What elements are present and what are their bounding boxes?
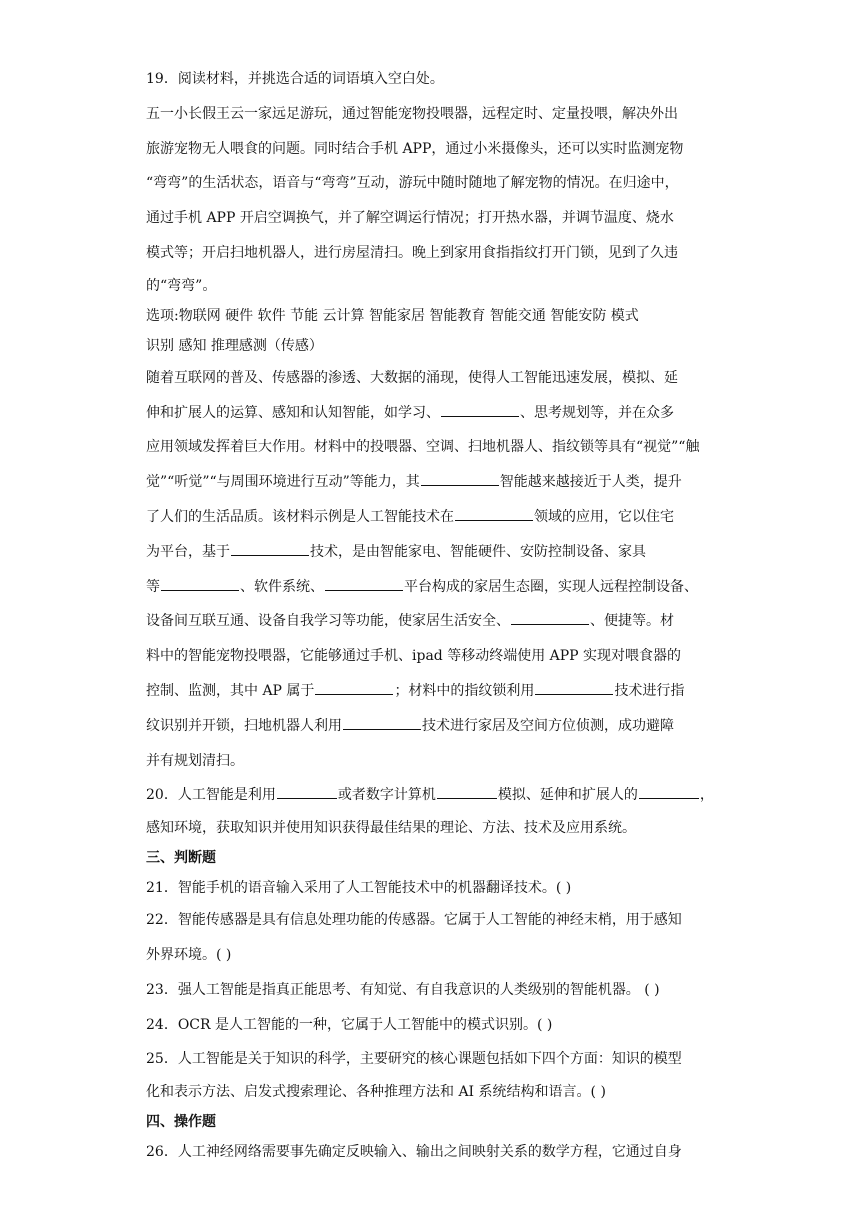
- fill-blank[interactable]: [511, 610, 589, 625]
- fill-blank[interactable]: [343, 715, 421, 730]
- material-line: “弯弯”的生活状态，语音与“弯弯”互动，游玩中随时随地了解宠物的情况。在归途中，: [146, 175, 679, 192]
- paragraph-line: 随着互联网的普及、传感器的渗透、大数据的涌现，使得人工智能迅速发展，模拟、延: [146, 369, 678, 386]
- paragraph-line: 为平台，基于 技术，是由智能家电、智能硬件、安防控制设备、家具: [146, 535, 716, 570]
- paragraph-line: 应用领域发挥着巨大作用。材料中的投喂器、空调、扫地机器人、指纹锁等具有“视觉”“触: [146, 439, 700, 456]
- question-20-line: 感知环境，获取知识并使用知识获得最佳结果的理论、方法、技术及应用系统。: [146, 820, 636, 837]
- material-line: 模式等；开启扫地机器人，进行房屋清扫。晚上到家用食指指纹打开门锁，见到了久违: [146, 244, 678, 261]
- paragraph-line: 设备间互联互通、设备自我学习等功能，使家居生活安全、 、便捷等。材: [146, 604, 716, 639]
- fill-blank[interactable]: [161, 576, 239, 591]
- fill-blank[interactable]: [421, 471, 499, 486]
- paragraph-line: 了人们的生活品质。该材料示例是人工智能技术在 领域的应用，它以住宅: [146, 500, 716, 535]
- material-line: 的“弯弯”。: [146, 277, 217, 294]
- paragraph-line: 觉”“听觉”“与周围环境进行互动”等能力，其 智能越来越接近于人类，提升: [146, 465, 716, 500]
- section-heading-judgment: 三、判断题: [146, 850, 216, 867]
- question-23: 23．强人工智能是指真正能思考、有知觉、有自我意识的人类级别的智能机器。 ( ): [146, 981, 660, 998]
- question-26: 26．人工神经网络需要事先确定反映输入、输出之间映射关系的数学方程，它通过自身: [146, 1144, 682, 1161]
- paragraph-line: 纹识别并开锁，扫地机器人利用 技术进行家居及空间方位侦测，成功避障: [146, 709, 716, 744]
- question-25-line: 25．人工智能是关于知识的科学，主要研究的核心课题包括如下四个方面：知识的模型: [146, 1051, 682, 1068]
- question-19-options: [146, 301, 716, 361]
- fill-blank[interactable]: [325, 576, 403, 591]
- question-24: 24．OCR 是人工智能的一种，它属于人工智能中的模式识别。( ): [146, 1016, 553, 1033]
- material-line: 旅游宠物无人喂食的问题。同时结合手机 APP，通过小米摄像头，还可以实时监测宠物: [146, 140, 684, 157]
- question-19-paragraph: [146, 361, 716, 779]
- paragraph-line: 控制、监测，其中 AP 属于 ；材料中的指纹锁利用 技术进行指: [146, 674, 716, 709]
- material-line: 通过手机 APP 开启空调换气，并了解空调运行情况；打开热水器，并调节温度、烧水: [146, 210, 674, 227]
- paragraph-line: 并有规划清扫。: [146, 752, 244, 769]
- paragraph-line: 等 、软件系统、 平台构成的家居生态圈，实现人远程控制设备、: [146, 570, 716, 605]
- fill-blank[interactable]: [639, 784, 699, 799]
- paragraph-line: 伸和扩展人的运算、感知和认知智能，如学习、 、思考规划等，并在众多: [146, 396, 716, 431]
- options-line: 选项:物联网 硬件 软件 节能 云计算 智能家居 智能教育 智能交通 智能安防 模式: [146, 307, 639, 324]
- paragraph-line: 料中的智能宠物投喂器，它能够通过手机、ipad 等移动终端使用 APP 实现对喂食器的: [146, 648, 682, 665]
- fill-blank[interactable]: [455, 506, 533, 521]
- options-line: 识别 感知 推理感测（传感）: [146, 337, 323, 354]
- document-page: [146, 62, 716, 1167]
- section-heading-operation: 四、操作题: [146, 1114, 216, 1131]
- fill-blank[interactable]: [535, 680, 613, 695]
- question-22-line: 22．智能传感器是具有信息处理功能的传感器。它属于人工智能的神经末梢，用于感知: [146, 912, 682, 929]
- question-20-line: 20．人工智能是利用 或者数字计算机 模拟、延伸和扩展人的 ，: [146, 778, 716, 813]
- question-19-title: 19．阅读材料，并挑选合适的词语填入空白处。: [146, 71, 444, 87]
- fill-blank[interactable]: [437, 784, 497, 799]
- question-21: 21．智能手机的语音输入采用了人工智能技术中的机器翻译技术。( ): [146, 880, 572, 897]
- fill-blank[interactable]: [315, 680, 393, 695]
- question-25-line: 化和表示方法、启发式搜索理论、各种推理方法和 AI 系统结构和语言。( ): [146, 1084, 606, 1101]
- question-22-line: 外界环境。( ): [146, 946, 232, 963]
- fill-blank[interactable]: [277, 784, 337, 799]
- fill-blank[interactable]: [231, 541, 309, 556]
- fill-blank[interactable]: [441, 402, 519, 417]
- question-20: [146, 778, 716, 843]
- material-line: 五一小长假王云一家远足游玩，通过智能宠物投喂器，远程定时、定量投喂，解决外出: [146, 105, 678, 122]
- question-19-material: [146, 97, 716, 301]
